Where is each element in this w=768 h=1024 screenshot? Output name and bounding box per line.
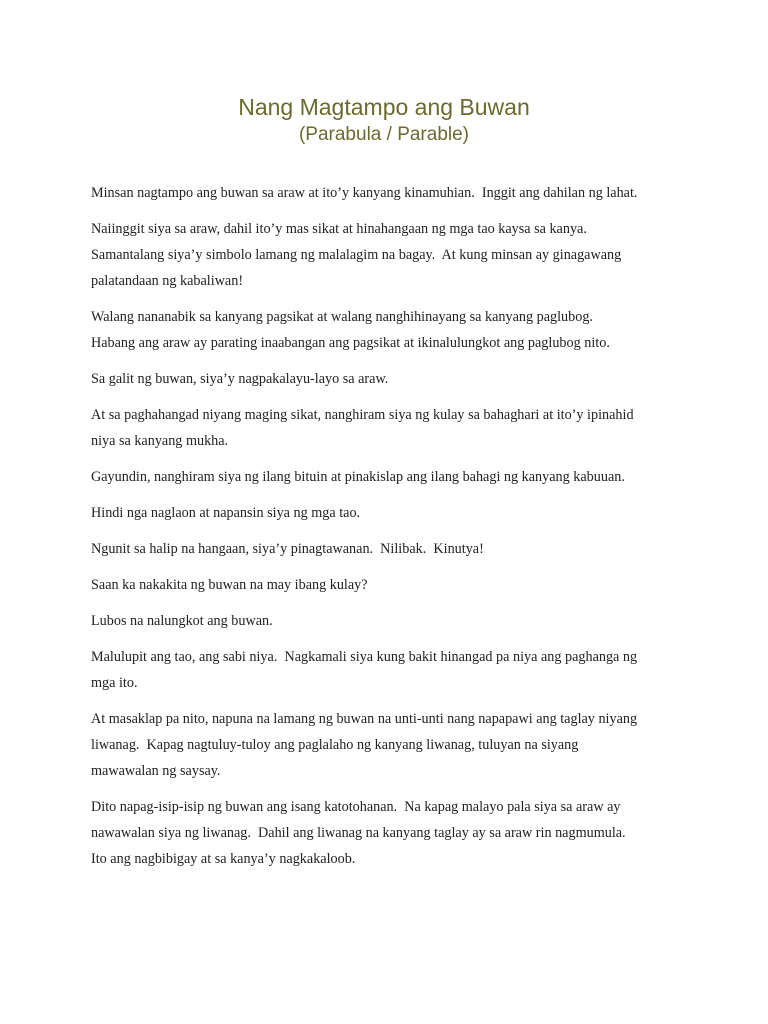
paragraph-8: Ngunit sa halip na hangaan, siya’y pinagtawanan. Nilibak. Kinutya! [91,541,484,557]
paragraph-4: Sa galit ng buwan, siya’y nagpakalayu-layo sa araw. [91,371,389,387]
paragraph-12: At masaklap pa nito, napuna na lamang ng buwan na unti-unti nang napapawi ang taglay niyang liwanag. Kapag nagtuluy-tuloy ang paglalaho ng kanyang liwanag, tuluyan na siyang mawawalan ng saysay. [91,711,638,779]
document-body [91,180,691,882]
paragraph-3: Walang nananabik sa kanyang pagsikat at walang nanghihinayang sa kanyang paglubog. Habang ang araw ay parating inaabangan ang pagsikat at ikinalulungkot ang paglubog nito. [91,309,610,351]
paragraph-11: Malulupit ang tao, ang sabi niya. Nagkamali siya kung bakit hinangad pa niya ang paghanga ng mga ito. [91,649,638,691]
paragraph-10: Lubos na nalungkot ang buwan. [91,613,273,629]
paragraph-9: Saan ka nakakita ng buwan na may ibang kulay? [91,577,368,593]
paragraph-7: Hindi nga naglaon at napansin siya ng mga tao. [91,505,361,521]
paragraph-13: Dito napag-isip-isip ng buwan ang isang katotohanan. Na kapag malayo pala siya sa araw ay nawawalan siya ng liwanag. Dahil ang liwanag na kanyang taglay ay sa araw rin nagmumula. Ito ang nagbibigay at sa kanya’y nagkakaloob. [91,799,626,867]
page-title: Nang Magtampo ang Buwan [238,94,530,120]
paragraph-5: At sa paghahangad niyang maging sikat, nanghiram siya ng kulay sa bahaghari at ito’y ipinahid niya sa kanyang mukha. [91,407,634,449]
page-subtitle: (Parabula / Parable) [298,124,470,145]
title-block [0,92,768,148]
paragraph-2: Naiinggit siya sa araw, dahil ito’y mas sikat at hinahangaan ng mga tao kaysa sa kanya. Samantalang siya’y simbolo lamang ng malalagim na bagay. At kung minsan ay ginagawang palatandaan ng kabaliwan! [91,221,622,289]
paragraph-1: Minsan nagtampo ang buwan sa araw at ito’y kanyang kinamuhian. Inggit ang dahilan ng lahat. [91,185,638,201]
paragraph-6: Gayundin, nanghiram siya ng ilang bituin at pinakislap ang ilang bahagi ng kanyang kabuuan. [91,469,625,485]
